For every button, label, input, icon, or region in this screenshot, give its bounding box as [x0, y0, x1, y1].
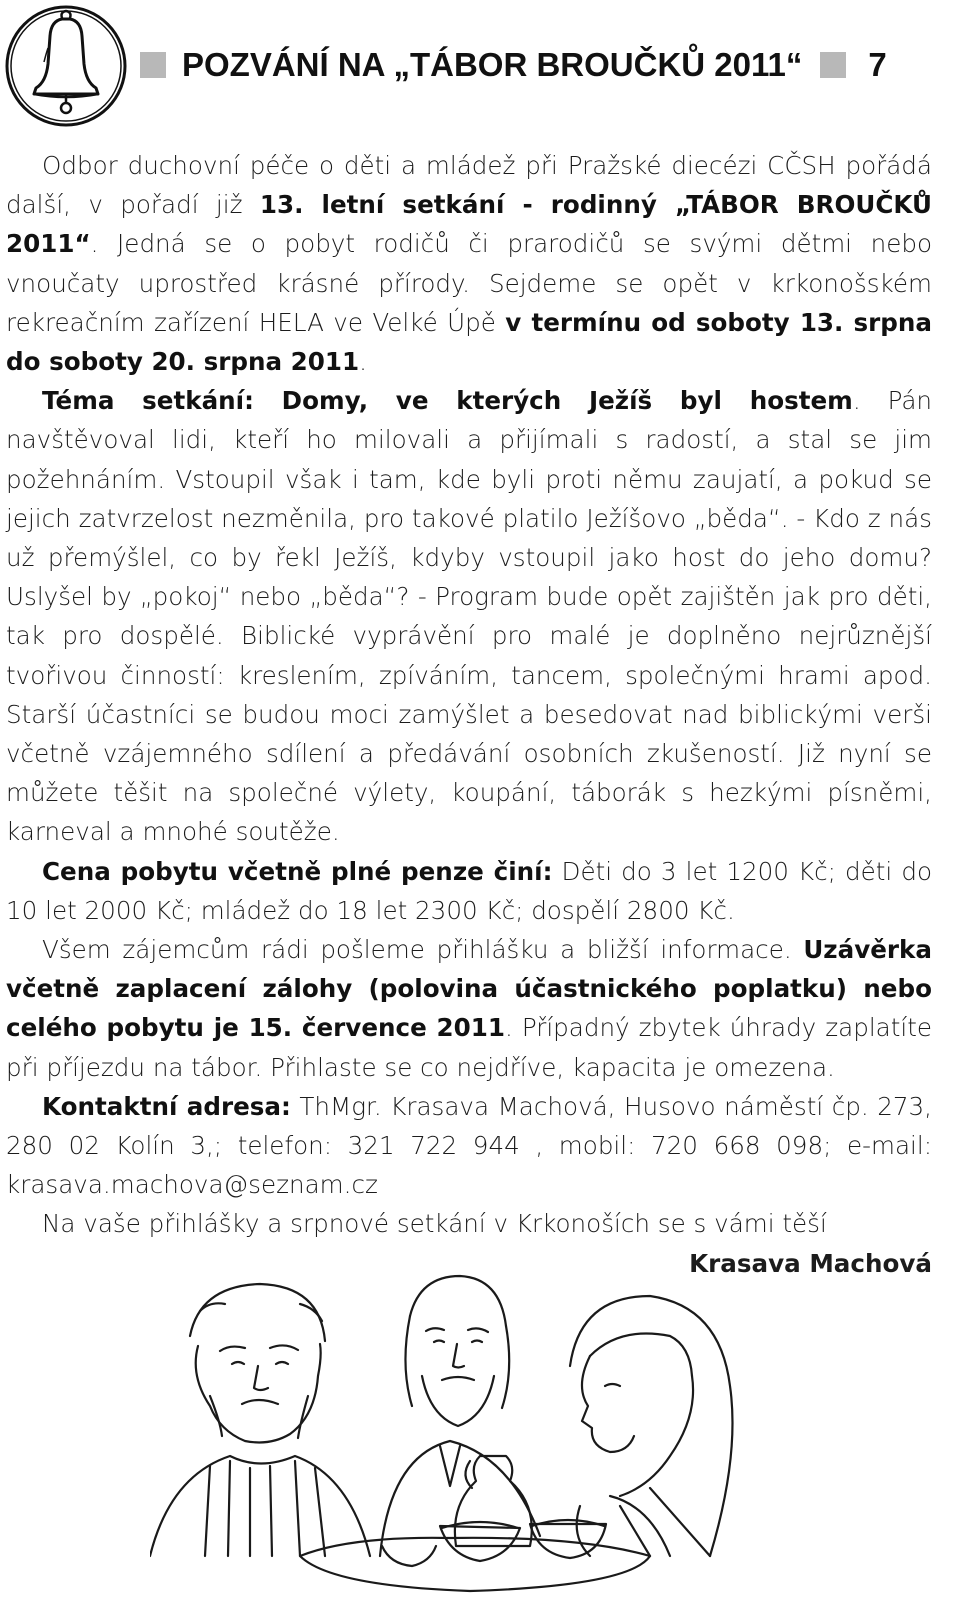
paragraph-price: [6, 852, 932, 930]
bell-icon: [4, 4, 128, 128]
text: Odbor duchovní péče o děti a mládež při Pražské diecézi CČSH pořádá další, v pořadí již: [6, 151, 932, 220]
paragraph-theme: [6, 381, 932, 851]
illustration-jesus-guests: [150, 1256, 850, 1606]
bold-text: Kontaktní adresa:: [42, 1091, 291, 1121]
signature: Krasava Machová: [689, 1248, 932, 1278]
text: .: [359, 347, 367, 377]
text: ThMgr. Krasava Machová, Husovo náměstí čp. 273, 280 02 Kolín 3,; telefon: 321 722 944 , mobil: 720 668 098; e-mail: krasava.machova@seznam.cz: [6, 1091, 933, 1200]
page-title: POZVÁNÍ NA „TÁBOR BROUČKŮ 2011“: [182, 46, 803, 83]
text: Děti do 3 let 1200 Kč; děti do 10 let 2000 Kč; mládež do 18 let 2300 Kč; dospělí 2800 Kč.: [6, 856, 932, 925]
bold-text: v termínu od soboty 13. srpna do soboty 20. srpna 2011: [6, 307, 932, 377]
text: . Případný zbytek úhrady zaplatíte při příjezdu na tábor. Přihlaste se co nejdříve, kapacita je omezena.: [6, 1013, 933, 1082]
bold-text: Cena pobytu včetně plné penze činí:: [42, 856, 553, 886]
paragraph-contact: [6, 1087, 932, 1205]
page-header: [0, 0, 960, 135]
title-row: [140, 40, 950, 90]
paragraph-intro: [6, 146, 932, 381]
bold-text: Uzávěrka včetně zaplacení zálohy (polovina účastnického poplatku) nebo celého pobytu je 15. července 2011: [6, 935, 932, 1043]
text: Všem zájemcům rádi pošleme přihlášku a bližší informace.: [42, 935, 804, 965]
bold-text: 13. letní setkání - rodinný „TÁBOR BROUČKŮ 2011“: [6, 190, 932, 259]
text: . Jedná se o pobyt rodičů či prarodičů se svými dětmi nebo vnoučaty uprostřed krásné přírody. Sejdeme se opět v krkonošském rekreačním zařízení HELA ve Velké Úpě: [6, 229, 932, 337]
article-body: [6, 146, 932, 1283]
grey-square-icon: [140, 52, 166, 78]
paragraph-closing: [6, 1204, 932, 1243]
text: . Pán navštěvoval lidi, kteří ho milovali a přijímali s radostí, a stal se jim požehnáním. Vstoupil však i tam, kde byli proti němu zaujatí, a pokud se jejich zatvrzelost nezměnila, pro takové platilo Ježíšovo „běda“. - Kdo z nás už přemýšlel, co by řekl Ježíš, kdyby vstoupil jako host do jeho domu? Uslyšel by „pokoj“ nebo „běda“? - Program bude opět zajištěn jak pro děti, tak pro dospělé. Biblické vyprávění pro malé je doplněno nejrůznější tvořivou činností: kreslením, zpíváním, tancem, společnými hrami apod. Starší účastníci se budou moci zamýšlet a besedovat nad biblickými verši včetně vzájemného sdílení a předávání osobních zkušeností. Již nyní se můžete těšit na společné výlety, koupání, táborák s hezkými písněmi, karneval a mnohé soutěže.: [6, 386, 932, 847]
bold-text: Téma setkání: Domy, ve kterých Ježíš byl hostem: [42, 386, 853, 416]
grey-square-icon: [820, 52, 846, 78]
paragraph-deadline: [6, 930, 932, 1087]
page-number: 7: [868, 46, 887, 83]
text: Na vaše přihlášky a srpnové setkání v Krkonoších se s vámi těší: [42, 1209, 827, 1239]
